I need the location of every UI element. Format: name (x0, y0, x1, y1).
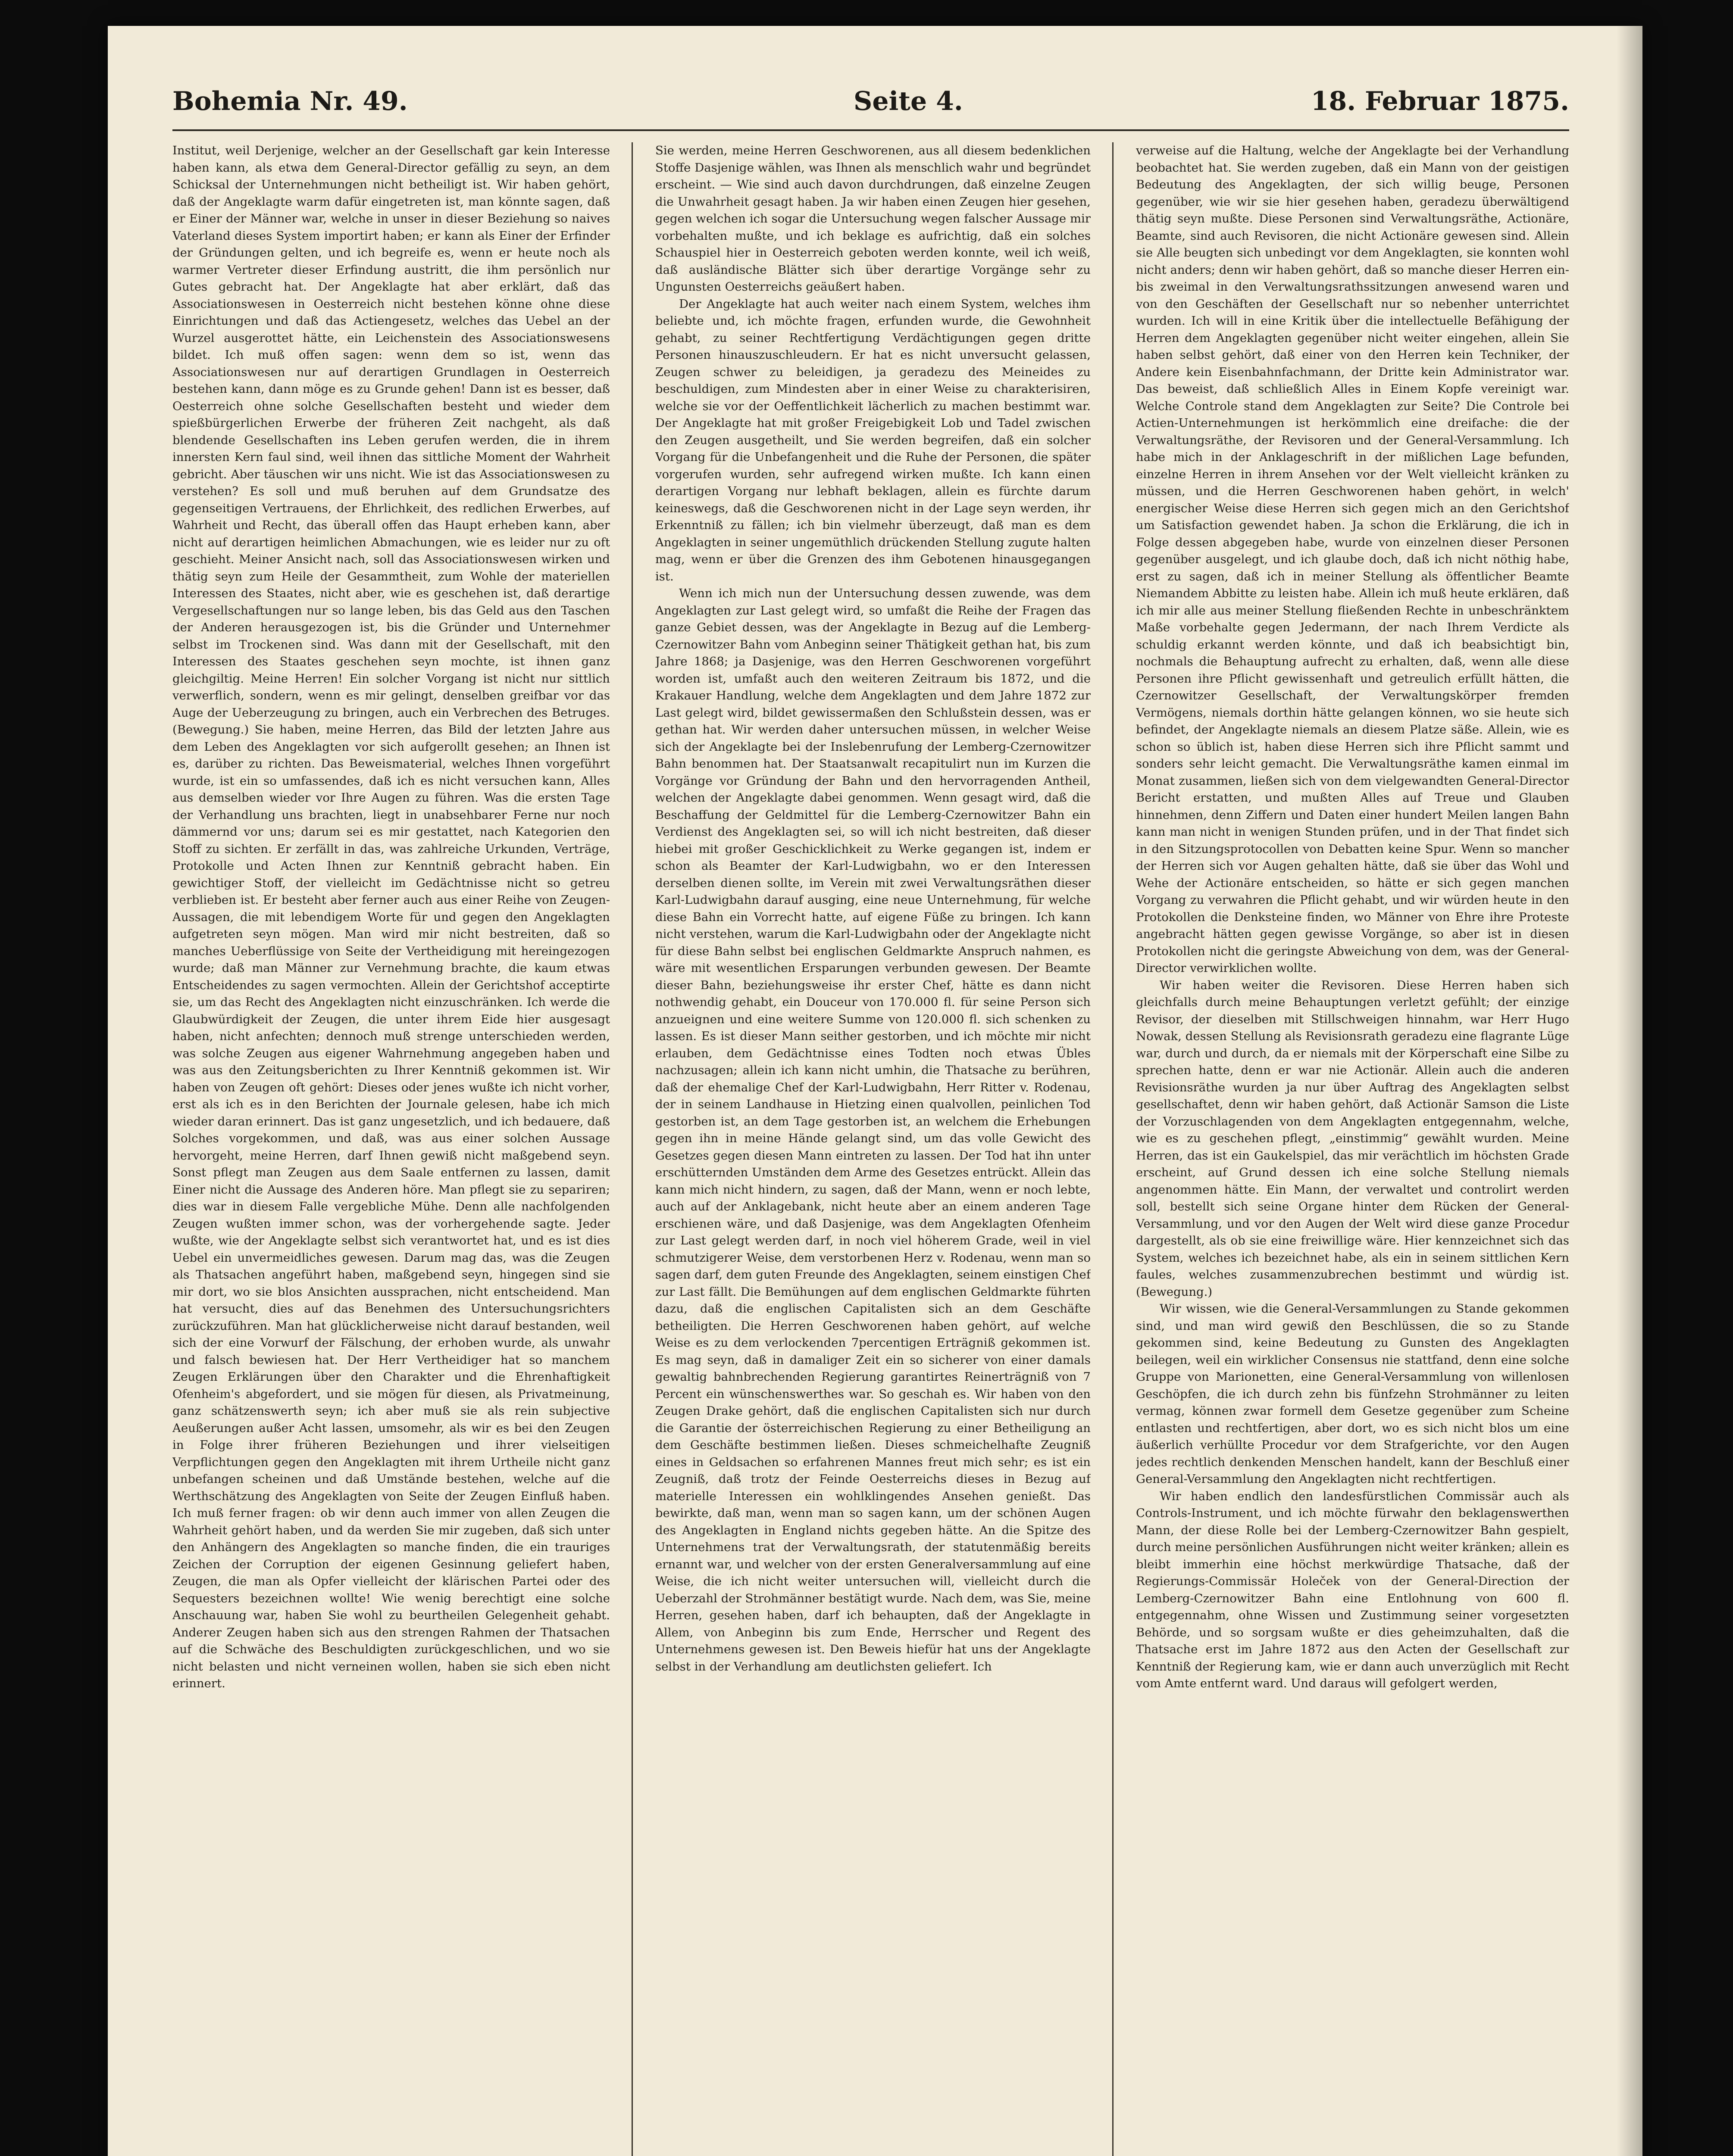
paragraph: Wir haben endlich den landesfürstlichen Commissär auch als Controls-Instrument, und ich möchte fürwahr den beklagenswerthen Mann, der diese Rolle bei der Lemberg-Czernowitzer Bahn gespielt, durch meine persönlichen Ausführungen nicht weiter kränken; allein es bleibt immerhin eine höchst merkwürdige Thatsache, daß der Regierungs-Commissär Holeček von der General-Direction der Lemberg-Czernowitzer Bahn eine Entlohnung von 600 fl. entgegennahm, ohne Wissen und Zustimmung seiner vorgesetzten Behörde, und so sorgsam wußte er dies geheimzuhalten, daß die Thatsache erst im Jahre 1872 aus den Acten der Gesellschaft zur Kenntniß der Regierung kam, wie er dann auch unverzüglich mit Recht vom Amte entfernt ward. Und daraus will gefolgert werden, (1136, 1489, 1569, 1690)
paragraph: Wir wissen, wie die General-Versammlungen zu Stande gekommen sind, und man wird gewiß den Beschlüssen, die so zu Stande gekommen sind, keine Bedeutung zu Gunsten des Angeklagten beilegen, weil ein wirklicher Consensus nie stattfand, denn eine solche Gruppe von Marionetten, eine General-Versammlung von willenlosen Geschöpfen, die ich durch zehn bis fünfzehn Strohmänner zu leiten vermag, können zwar formell dem Gesetze gegenüber zum Scheine entlasten und rechtfertigen, aber dort, wo es sich nicht blos um eine äußerlich verhüllte Procedur vor dem Strafgerichte, vor den Augen jedes rechtlich denkenden Menschen handelt, kann der Beschluß einer General-Versammlung den Angeklagten nicht rechtfertigen. (1136, 1302, 1569, 1486)
paragraph: Wenn ich mich nun der Untersuchung dessen zuwende, was dem Angeklagten zur Last gelegt wird, so umfaßt die Reihe der Fragen das ganze Gebiet dessen, was der Angeklagte in Bezug auf die Lemberg-Czernowitzer Bahn vom Anbeginn seiner Thätigkeit gethan hat, bis zum Jahre 1868; ja Dasjenige, was den Herren Geschworenen vorgeführt worden ist, umfaßt auch den weiteren Zeitraum bis 1872, und die Krakauer Handlung, welche dem Angeklagten und dem Jahre 1872 zur Last gelegt wird, bildet gewissermaßen den Schlußstein dessen, was er gethan hat. Wir werden daher untersuchen müssen, in welcher Weise sich der Angeklagte bei der Inslebenrufung der Lemberg-Czernowitzer Bahn benommen hat. Der Staatsanwalt recapitulirt nun im Kurzen die Vorgänge vor Gründung der Bahn und den hervorragenden Antheil, welchen der Angeklagte dabei genommen. Wenn gesagt wird, daß die Beschaffung der Geldmittel für die Lemberg-Czernowitzer Bahn ein Verdienst des Angeklagten sei, so will ich nicht bestreiten, daß dieser hiebei mit großer Geschicklichkeit zu Werke gegangen ist, indem er schon als Beamter der Karl-Ludwigbahn, wo er den Interessen derselben dienen sollte, im Verein mit zwei Verwaltungsräthen dieser Karl-Ludwigbahn darauf ausging, eine neue Unternehmung, für welche diese Bahn ein Vorrecht hatte, auf eigene Füße zu bringen. Ich kann nicht verstehen, warum die Karl-Ludwigbahn oder der Angeklagte nicht für diese Bahn selbst bei englischen Geldmarkte Anspruch nahmen, es wäre mit wesentlichen Ersparungen verbunden gewesen. Der Beamte dieser Bahn, beziehungsweise ihr erster Chef, hätte es dann nicht nothwendig gehabt, ein Douceur von 170.000 fl. für seine Person sich anzueignen und eine weitere Summe von 120.000 fl. sich schenken zu lassen. Es ist dieser Mann seither gestorben, und ich möchte mir nicht erlauben, dem Gedächtnisse eines Todten noch etwas Übles nachzusagen; allein ich kann nicht umhin, die Thatsache zu berühren, daß der ehemalige Chef der Karl-Ludwigbahn, Herr Ritter v. Rodenau, der in seinem Landhause in Hietzing einen qualvollen, peinlichen Tod gestorben ist, an dem Tage gestorben ist, an welchem die Erhebungen gegen ihn in meine Hände gelangt sind, um das volle Gewicht des Gesetzes gegen diesen Mann eintreten zu lassen. Der Tod hat ihn unter erschütternden Umständen dem Arme des Gesetzes entrückt. Allein das kann mich nicht hindern, zu sagen, daß der Mann, wenn er noch lebte, auch auf der Anklagebank, nicht heute aber an einem anderen Tage erschienen wäre, und daß Dasjenige, was dem Angeklagten Ofenheim zur Last gelegt werden darf, in noch viel höherem Grade, weil in viel schmutzigerer Weise, dem verstorbenen Herz v. Rodenau, wenn man so sagen darf, dem guten Freunde des Angeklagten, seinem einstigen Chef zur Last fällt. Die Bemühungen auf dem englischen Geldmarkte führten dazu, daß die englischen Capitalisten sich an dem Geschäfte betheiligten. Die Herren Geschworenen haben gehört, auf welche Weise es zu dem verlockenden 7percentigen Erträgniß gekommen ist. Es mag seyn, daß in damaliger Zeit ein so sicherer von einer damals gewaltig bahnbrechenden Regierung garantirtes Reinerträgniß von 7 Percent ein wünschenswerthes war. So geschah es. Wir haben von den Zeugen Drake gehört, daß die englischen Capitalisten sich nur durch die Garantie der österreichischen Regierung zu einer Betheiligung an dem Geschäfte bestimmen ließen. Dieses schmeichelhafte Zeugniß eines in Geldsachen so erfahrenen Mannes freut mich sehr; es ist ein Zeugniß, daß trotz der Feinde Oesterreichs dieses in Bezug auf materielle Interessen ein wohlklingendes Ansehen genießt. Das bewirkte, daß man, wenn man so sagen kann, um der schönen Augen des Angeklagten in England nichts gegeben hätte. An die Spitze des Unternehmens trat der Verwaltungsrath, der statutenmäßig bereits ernannt war, und welcher von der ersten Generalversammlung auf eine Weise, die ich nicht weiter untersuchen will, vielleicht durch die Ueberzahl der Strohmänner bestätigt wurde. Nach dem, was Sie, meine Herren, gesehen haben, darf ich behaupten, daß der Angeklagte in Allem, von Anbeginn bis zum Ende, Herrscher und Regent des Unternehmens gewesen ist. Den Beweis hiefür hat uns der Angeklagte selbst in der Verhandlung am deutlichsten geliefert. Ich (655, 586, 1091, 1673)
header-rule (172, 129, 1569, 131)
page-number: Seite 4. (854, 86, 963, 116)
page-edge-shadow (1617, 26, 1642, 2156)
issue-date: 18. Februar 1875. (1311, 86, 1569, 116)
paragraph: Der Angeklagte hat auch weiter nach einem System, welches ihm beliebte und, ich möchte fragen, erfunden wurde, die Gewohnheit gehabt, zu seiner Rechtfertigung Verdächtigungen gegen dritte Personen hinauszuschleudern. Er hat es nicht unversucht gelassen, Zeugen schwer zu beleidigen, ja geradezu des Meineides zu beschuldigen, zum Mindesten aber in einer Weise zu charakterisiren, welche sie vor der Oeffentlichkeit lächerlich zu machen bestimmt war. Der Angeklagte hat mit großer Freigebigkeit Lob und Tadel zwischen den Zeugen ausgetheilt, und Sie werden begreifen, daß ein solcher Vorgang für die Unbefangenheit und die Ruhe der Personen, die später vorgerufen wurden, sehr aufregend wirken mußte. Ich kann einen derartigen Vorgang nur lebhaft beklagen, allein es fürchte darum keineswegs, daß die Geschworenen nicht in der Lage seyn werden, ihr Erkenntniß zu fällen; ich bin vielmehr überzeugt, daß man es dem Angeklagten in seiner ungemüthlich drückenden Stellung zugute halten mag, wenn er über die Grenzen des ihm Gebotenen hinausgegangen ist. (655, 297, 1091, 583)
paragraph: Sie werden, meine Herren Geschworenen, aus all diesem bedenklichen Stoffe Dasjenige wählen, was Ihnen als menschlich wahr und begründet erscheint. — Wie sind auch davon durchdrungen, daß einzelne Zeugen die Unwahrheit gesagt haben. Ja wir haben einen Zeugen hier gesehen, gegen welchen ich sogar die Untersuchung wegen falscher Aussage mir vorbehalten mußte, und ich beklage es aufrichtig, daß ein solches Schauspiel hier in Oesterreich geboten werden konnte, weil ich weiß, daß ausländische Blätter sich über derartige Vorgänge sehr zu Ungunsten Oesterreichs geäußert haben. (655, 144, 1091, 294)
paragraph: Institut, weil Derjenige, welcher an der Gesellschaft gar kein Interesse haben kann, als etwa dem General-Director gefällig zu seyn, an dem Schicksal der Unternehmungen nicht betheiligt ist. Wir haben gehört, daß der Angeklagte warm dafür eingetreten ist, man könnte sagen, daß er Einer der Männer war, welche in unser in dieser Beziehung so naives Vaterland dieses System importirt haben; er kann als Einer der Erfinder der Gründungen gelten, und ich begreife es, wenn er heute noch als warmer Vertreter dieser Erfindung austritt, die ihm persönlich nur Gutes gebracht hat. Der Angeklagte hat aber erklärt, daß das Associationswesen in Oesterreich nicht bestehen könne ohne diese Einrichtungen und daß das Actiengesetz, welches das Uebel an der Wurzel ausgerottet hätte, ein Leichenstein des Associationswesens bildet. Ich muß offen sagen: wenn dem so ist, wenn das Associationswesen nur auf derartigen Grundlagen in Oesterreich bestehen kann, dann möge es zu Grunde gehen! Dann ist es besser, daß Oesterreich ohne solche Gesellschaften besteht und wieder dem spießbürgerlichen Erwerbe der früheren Zeit nachgeht, als daß blendende Gesellschaften ins Leben gerufen werden, die in ihrem innersten Kern faul sind, weil ihnen das sittliche Moment der Wahrheit gebricht. Aber täuschen wir uns nicht. Wie ist das Associationswesen zu verstehen? Es soll und muß beruhen auf dem Grundsatze des gegenseitigen Vertrauens, der Ehrlichkeit, des redlichen Erwerbes, auf Wahrheit und Recht, das überall offen das Haupt erheben kann, aber nicht auf derartigen heimlichen Abmachungen, wie es leider nur zu oft geschieht. Meiner Ansicht nach, soll das Associationswesen wirken und thätig seyn zum Heile der Gesammtheit, zum Wohle der materiellen Interessen des Staates, nicht aber, wie es geschehen ist, daß derartige Vergesellschaftungen nur so lange leben, bis das Geld aus den Taschen der Anderen herausgezogen ist, bis die Gründer und Unternehmer selbst im Trockenen sind. Was dann mit der Gesellschaft, mit den Interessen des Staates geschehen seyn mochte, ist ihnen ganz gleichgiltig. Meine Herren! Ein solcher Vorgang ist nicht nur sittlich verwerflich, sondern, wenn es mir gelingt, denselben greifbar vor das Auge der Ueberzeugung zu bringen, auch ein Verbrechen des Betruges. (Bewegung.) Sie haben, meine Herren, das Bild der letzten Jahre aus dem Leben des Angeklagten vor sich aufgerollt gesehen; an Ihnen ist es, darüber zu richten. Das Beweismaterial, welches Ihnen vorgeführt wurde, ist ein so umfassendes, daß ich es nicht versuchen kann, Alles aus demselben wieder vor Ihre Augen zu führen. Was die ersten Tage der Verhandlung uns brachten, liegt in unabsehbarer Ferne nur noch dämmernd vor uns; darum sei es mir gestattet, nach Kategorien den Stoff zu sichten. Er zerfällt in das, was zahlreiche Urkunden, Verträge, Protokolle und Acten Ihnen zur Kenntniß gebracht haben. Ein gewichtiger Stoff, der vielleicht im Gedächtnisse nicht so getreu verblieben ist. Er besteht aber ferner auch aus einer Reihe von Zeugen-Aussagen, die mit lebendigem Worte für und gegen den Angeklagten aufgetreten seyn mögen. Man wird mir nicht bestreiten, daß so manches Ueberflüssige von Seite der Vertheidigung mit hereingezogen wurde; daß man Männer zur Vernehmung brachte, die kaum etwas Entscheidendes zu sagen vermochten. Allein der Gerichtshof acceptirte sie, um das Recht des Angeklagten nicht einzuschränken. Ich werde die Glaubwürdigkeit der Zeugen, die unter ihrem Eide hier ausgesagt haben, nicht anfechten; dennoch muß strenge unterschieden werden, was solche Zeugen aus eigener Wahrnehmung angegeben haben und was aus den Zeitungsberichten zu Ihrer Kenntniß gekommen ist. Wir haben von Zeugen oft gehört: Dieses oder jenes wußte ich nicht vorher, erst als ich es in den Berichten der Journale gelesen, habe ich mich wieder daran erinnert. Das ist ganz ungesetzlich, und ich bedauere, daß Solches vorgekommen, und daß, was aus einer solchen Aussage hervorgeht, meine Herren, darf Ihnen gewiß nicht maßgebend seyn. Sonst pflegt man Zeugen aus dem Saale entfernen zu lassen, damit Einer nicht die Aussage des Anderen höre. Man pflegt sie zu separiren; dies war in diesem Falle vergebliche Mühe. Denn alle nachfolgenden Zeugen wußten immer schon, was der vorhergehende sagte. Jeder wußte, wie der Angeklagte selbst sich verantwortet hat, und es ist dies Uebel ein unvermeidliches gewesen. Darum mag das, was die Zeugen als Thatsachen angeführt haben, maßgebend seyn, hingegen sind sie mir dort, wo sie blos Ansichten aussprachen, nicht entscheidend. Man hat versucht, dies auf das Benehmen des Untersuchungsrichters zurückzuführen. Man hat glücklicherweise nicht darauf bestanden, weil sich der eine Vorwurf der Fälschung, der erhoben wurde, als unwahr und falsch bewiesen hat. Der Herr Vertheidiger hat so manchem Zeugen Erklärungen über den Charakter und die Ehrenhaftigkeit Ofenheim's abgefordert, und sie mögen für diesen, als Privatmeinung, ganz schätzenswerth seyn; ich aber muß sie als rein subjective Aeußerungen außer Acht lassen, umsomehr, als wir es bei den Zeugen in Folge ihrer früheren Beziehungen und ihrer vielseitigen Verpflichtungen gegen den Angeklagten mit ihrem Urtheile nicht ganz unbefangen scheinen und daß Umstände bestehen, welche auf die Werthschätzung des Angeklagten von Seite der Zeugen Einfluß haben. Ich muß ferner fragen: ob wir denn auch immer von allen Zeugen die Wahrheit gehört haben, und da werden Sie mir zugeben, daß sich unter den Anhängern des Angeklagten so manche finden, die ein trauriges Zeichen der Corruption der eigenen Gesinnung geliefert haben, Zeugen, die man als Opfer vielleicht der klärischen Partei oder des Sequesters bezeichnen wollte! Wie wenig berechtigt eine solche Anschauung war, haben Sie wohl zu beurtheilen Gelegenheit gehabt. Anderer Zeugen haben sich aus den strengen Rahmen der Thatsachen auf die Schwäche des Beschuldigten zurückgeschlichen, und wo sie nicht belasten und nicht verneinen wollen, haben sie sich eben nicht erinnert. (172, 144, 610, 1690)
text-column-1 (172, 142, 610, 2156)
page-header (172, 78, 1569, 125)
paragraph: verweise auf die Haltung, welche der Angeklagte bei der Verhandlung beobachtet hat. Sie werden zugeben, daß ein Mann von der geistigen Bedeutung des Angeklagten, der sich willig beuge, Personen gegenüber, wie wir sie hier gesehen haben, geradezu überwältigend thätig seyn mußte. Diese Personen sind Verwaltungsräthe, Actionäre, Beamte, sind auch Revisoren, die nicht Actionäre gewesen sind. Allein sie Alle beugten sich unbedingt vor dem Angeklagten, sie konnten wohl nicht anders; denn wir haben gehört, daß so manche dieser Herren ein- bis zweimal in den Verwaltungsrathssitzungen anwesend waren und von den Geschäften der Gesellschaft nur so nebenher unterrichtet wurden. Ich will in eine Kritik über die intellectuelle Befähigung der Herren dem Angeklagten gegenüber nicht weiter eingehen, allein Sie haben selbst gehört, daß einer von den Herren kein Techniker, der Andere kein Eisenbahnfachmann, der Dritte kein Administrator war. Das beweist, daß schließlich Alles in Einem Kopfe vereinigt war. Welche Controle stand dem Angeklagten zur Seite? Die Controle bei Actien-Unternehmungen ist herkömmlich eine dreifache: die der Verwaltungsräthe, der Revisoren und der General-Versammlung. Ich habe mich in der Anklageschrift in der mißlichen Lage befunden, einzelne Herren in ihrem Ansehen vor der Welt vielleicht kränken zu müssen, und die Herren Geschworenen haben gehört, in welch' energischer Weise diese Herren sich gegen mich an den Gerichtshof um Satisfaction gewendet haben. Ja schon die Erklärung, die ich in Folge dessen abgegeben habe, wurde von einzelnen dieser Personen gegenüber ausgelegt, und ich glaube doch, daß ich nicht nöthig habe, erst zu sagen, daß ich in meiner Stellung als öffentlicher Beamte Niemandem Abbitte zu leisten habe. Allein ich muß heute erklären, daß ich mir alle aus meiner Stellung fließenden Rechte in unbeschränktem Maße vorbehalte gegen Jedermann, der nach Ihrem Verdicte als schuldig erkannt werden könnte, und daß ich beabsichtigt bin, nochmals die Behauptung aufrecht zu erhalten, daß, wenn alle diese Personen ihre Pflicht gewissenhaft und getreulich erfüllt hätten, die Czernowitzer Gesellschaft, der Verwaltungskörper fremden Vermögens, niemals dorthin hätte gelangen können, wo sie heute sich befindet, der Angeklagte niemals an diesem Platze säße. Allein, wie es schon so üblich ist, haben diese Herren sich ihre Pflicht sammt und sonders sehr leicht gemacht. Die Verwaltungsräthe kamen einmal im Monat zusammen, ließen sich von dem vielgewandten General-Director Bericht erstatten, und mußten Alles auf Treue und Glauben hinnehmen, denn Ziffern und Daten einer hundert Meilen langen Bahn kann man nicht in wenigen Stunden prüfen, und in der That findet sich in den Sitzungsprotocollen von Debatten keine Spur. Wenn so mancher der Herren sich vor Augen gehalten hätte, daß sie über das Wohl und Wehe der Actionäre entscheiden, so hätte er sich gegen manchen Vorgang zu verwahren die Pflicht gehabt, und wir würden heute in den Protokollen die Denksteine finden, wo Männer von Ehre ihre Proteste angebracht hätten gegen gewisse Vorgänge, so aber ist in diesen Protokollen nicht die geringste Abweichung von dem, was der General-Director verwirklichen wollte. (1136, 144, 1569, 975)
newspaper-title: Bohemia Nr. 49. (172, 86, 408, 116)
text-column-3 (1136, 142, 1569, 2156)
column-divider (1112, 142, 1114, 2156)
newspaper-page (108, 26, 1642, 2156)
text-column-2 (655, 142, 1091, 2156)
paragraph: Wir haben weiter die Revisoren. Diese Herren haben sich gleichfalls durch meine Behauptungen verletzt gefühlt; der einzige Revisor, der dieselben mit Stillschweigen hinnahm, war Herr Hugo Nowak, dessen Stellung als Revisionsrath geradezu eine flagrante Lüge war, durch und durch, da er niemals mit der Körperschaft eine Silbe zu sprechen hatte, denn er war nie Actionär. Allein auch die anderen Revisionsräthe wurden ja nur über Auftrag des Angeklagten selbst gesellschaftet, denn wir haben gehört, daß Actionär Samson die Liste der Vorzuschlagenden von dem Angeklagten entgegennahm, welche, wie es zu geschehen pflegt, „einstimmig“ gewählt wurden. Meine Herren, das ist ein Gaukelspiel, das mir verächtlich im höchsten Grade erscheint, auf Grund dessen ich eine solche Stellung niemals angenommen hätte. Ein Mann, der verwaltet und controlirt werden soll, bestellt sich seine Organe hinter dem Rücken der General-Versammlung, und vor den Augen der Welt wird diese ganze Procedur dargestellt, als ob sie eine freiwillige wäre. Hier kennzeichnet sich das System, welches ich bezeichnet habe, als ein in seinem sittlichen Kern faules, welches zusammenzubrechen bestimmt und würdig ist. (Bewegung.) (1136, 978, 1569, 1299)
column-divider (632, 142, 633, 2156)
